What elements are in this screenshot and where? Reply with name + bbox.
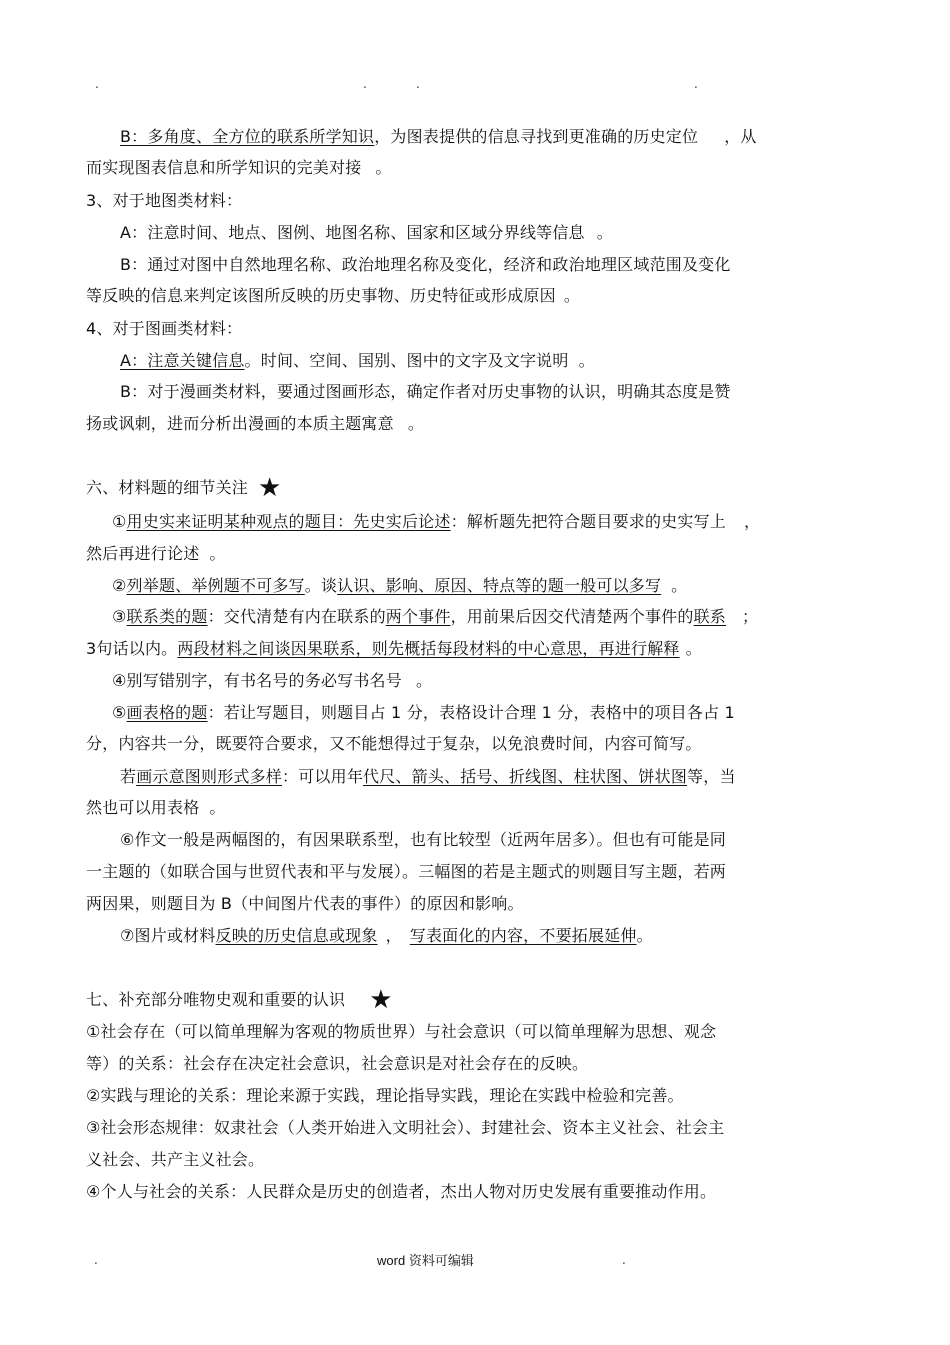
text-segment: ②	[112, 576, 127, 595]
section-6-heading	[86, 473, 868, 503]
footer-dot-left: .	[94, 1253, 98, 1267]
text-segment: A：注意关键信息	[120, 351, 245, 370]
text-segment: ⑦图片或材料	[120, 926, 216, 945]
section-7-p1-line1: ①社会存在（可以简单理解为客观的物质世界）与社会意识（可以简单理解为思想、观念	[86, 1022, 717, 1041]
heading-picture-materials: 4、对于图画类材料：	[86, 319, 243, 338]
section-6-title: 六、材料题的细节关注	[86, 478, 249, 497]
text-segment: ：交代清楚有内在联系的	[207, 607, 386, 626]
section-6-p1-line2	[86, 543, 868, 565]
text-segment: ：解析题先把符合题目要求的史实写上	[450, 512, 726, 531]
text-segment: 画示意图则形式多样	[136, 767, 283, 786]
paragraph-a3	[120, 222, 868, 244]
text-segment: ；	[742, 607, 759, 626]
text-segment: 反映的历史信息或现象	[215, 926, 378, 945]
text-segment: 。	[209, 798, 226, 817]
text-segment: 扬或讽刺，进而分析出漫画的本质主题寓意	[86, 414, 394, 433]
footer-editable-note: 资料可编辑	[408, 1253, 474, 1268]
footer-dot-right: .	[622, 1253, 626, 1267]
header-dot: .	[363, 77, 367, 91]
text-segment: 两段材料之间谈因果联系，则先概括每段材料的中心意思，再进行解释	[177, 639, 680, 658]
paragraph-b3-line1: B：通过对图中自然地理名称、政治地理名称及变化，经济和政治地理区域范围及变化	[120, 255, 731, 274]
paragraph-b-line2	[86, 157, 868, 179]
section-6-p4	[112, 670, 868, 692]
text-segment: A：注意时间、地点、图例、地图名称、国家和区域分界线等信息	[120, 223, 585, 242]
text-segment: 等，当	[687, 767, 736, 786]
text-segment: 。	[563, 286, 581, 305]
section-7-title: 七、补充部分唯物史观和重要的认识	[86, 990, 346, 1009]
text-segment: 联系	[693, 607, 726, 626]
header-dot: .	[694, 77, 698, 91]
text-segment: 然也可以用表格	[86, 798, 200, 817]
text-segment: 3句话以内。	[86, 639, 178, 658]
section-6-p8	[120, 925, 868, 947]
text-segment: ：可以用年	[282, 767, 364, 786]
text-segment: 用史实来证明某种观点的题目：先史实后论述	[126, 512, 451, 531]
section-7-p1-line2: 等）的关系：社会存在决定社会意识，社会意识是对社会存在的反映。	[86, 1054, 589, 1073]
text-segment: ⑤	[112, 703, 127, 722]
text-segment: 写表面化的内容，不要拓展延伸	[409, 926, 637, 945]
section-6-p7-line3: 两因果，则题目为 B（中间图片代表的事件）的原因和影响。	[86, 894, 524, 913]
text-segment: 。	[685, 639, 702, 658]
text-segment: ：若让写题目，则题目占 1 分，表格设计合理 1 分，表格中的项目各占 1	[207, 703, 735, 722]
text-segment: ，从	[724, 127, 757, 146]
text-segment: ，	[385, 926, 402, 945]
section-6-p1-line1	[112, 511, 868, 533]
section-6-p6-line1	[120, 766, 868, 788]
text-segment: 。	[407, 414, 425, 433]
text-segment: 而实现图表信息和所学知识的完美对接	[86, 158, 362, 177]
text-segment: 代尺、箭头、括号、折线图、柱状图、饼状图	[363, 767, 688, 786]
text-segment: B：多角度	[120, 127, 196, 146]
paragraph-b-line1	[120, 126, 868, 148]
text-segment: 然后再进行论述	[86, 544, 200, 563]
text-segment: 。时间、空间、国别、图中的文字及文字说明	[244, 351, 569, 370]
section-7-p2: ②实践与理论的关系：理论来源于实践，理论指导实践，理论在实践中检验和完善。	[86, 1086, 684, 1105]
section-6-p5-line2: 分，内容共一分，既要符合要求，又不能想得过于复杂，以免浪费时间，内容可简写。	[86, 734, 702, 753]
text-segment: 列举题、举例题不可多写	[126, 576, 305, 595]
section-7-heading	[86, 985, 868, 1015]
text-segment: 。	[415, 671, 433, 690]
text-segment: ，用前果后因交代清楚两个事件的	[450, 607, 694, 626]
section-6-p2	[112, 575, 868, 597]
section-6-p3-line1	[112, 606, 868, 628]
text-segment: 等反映的信息来判定该图所反映的历史事物、历史特征或形成原因	[86, 286, 556, 305]
paragraph-b3-line2	[86, 285, 868, 307]
text-segment: 。	[209, 544, 226, 563]
text-segment: ④别写错别字，有书名号的务必写书名号	[112, 671, 402, 690]
text-segment: 若	[120, 767, 137, 786]
text-segment: 两个事件	[385, 607, 451, 626]
text-segment: 、	[195, 127, 213, 146]
heading-map-materials: 3、对于地图类材料：	[86, 191, 243, 210]
section-6-p7-line2: 一主题的（如联合国与世贸代表和平与发展）。三幅图的若是主题式的则题目写主题，若两	[86, 862, 727, 881]
text-segment: 。谈	[304, 576, 338, 595]
text-segment: 。	[375, 158, 392, 177]
text-segment: 认识、影响、原因、特点等的题一般可以多写	[337, 576, 662, 595]
text-segment: ①	[112, 512, 127, 531]
text-segment: 。	[578, 351, 595, 370]
text-segment: 。	[596, 223, 613, 242]
section-7-p4: ④个人与社会的关系：人民群众是历史的创造者，杰出人物对历史发展有重要推动作用。	[86, 1182, 717, 1201]
section-6-p5-line1	[112, 702, 868, 724]
text-segment: 全方位的联系所学知识	[212, 127, 375, 146]
star-icon: ★	[258, 473, 282, 503]
paragraph-b4-line2	[86, 413, 868, 435]
section-7-p3-line2: 义社会、共产主义社会。	[86, 1150, 265, 1169]
text-segment: ，为图表提供的信息寻找到更准确的历史定位	[374, 127, 699, 146]
text-segment: 。	[671, 576, 688, 595]
footer-word: word	[377, 1253, 406, 1268]
paragraph-b4-line1: B：对于漫画类材料，要通过图画形态，确定作者对历史事物的认识，明确其态度是赞	[120, 382, 731, 401]
footer-label	[377, 1250, 474, 1269]
text-segment: 画表格的题	[126, 703, 208, 722]
text-segment: 联系类的题	[126, 607, 208, 626]
section-6-p3-line2	[86, 638, 868, 660]
header-dot: .	[95, 77, 99, 91]
section-6-p7-line1: ⑥作文一般是两幅图的，有因果联系型，也有比较型（近两年居多）。但也有可能是同	[120, 830, 726, 849]
text-segment: 。	[636, 926, 653, 945]
section-7-p3-line1: ③社会形态规律：奴隶社会（人类开始进入文明社会）、封建社会、资本主义社会、社会主	[86, 1118, 725, 1137]
header-dot: .	[416, 77, 420, 91]
text-segment: ，	[743, 512, 761, 531]
section-6-p6-line2	[86, 797, 868, 819]
paragraph-a4	[120, 350, 868, 372]
text-segment: ③	[112, 607, 127, 626]
star-icon: ★	[369, 985, 393, 1015]
